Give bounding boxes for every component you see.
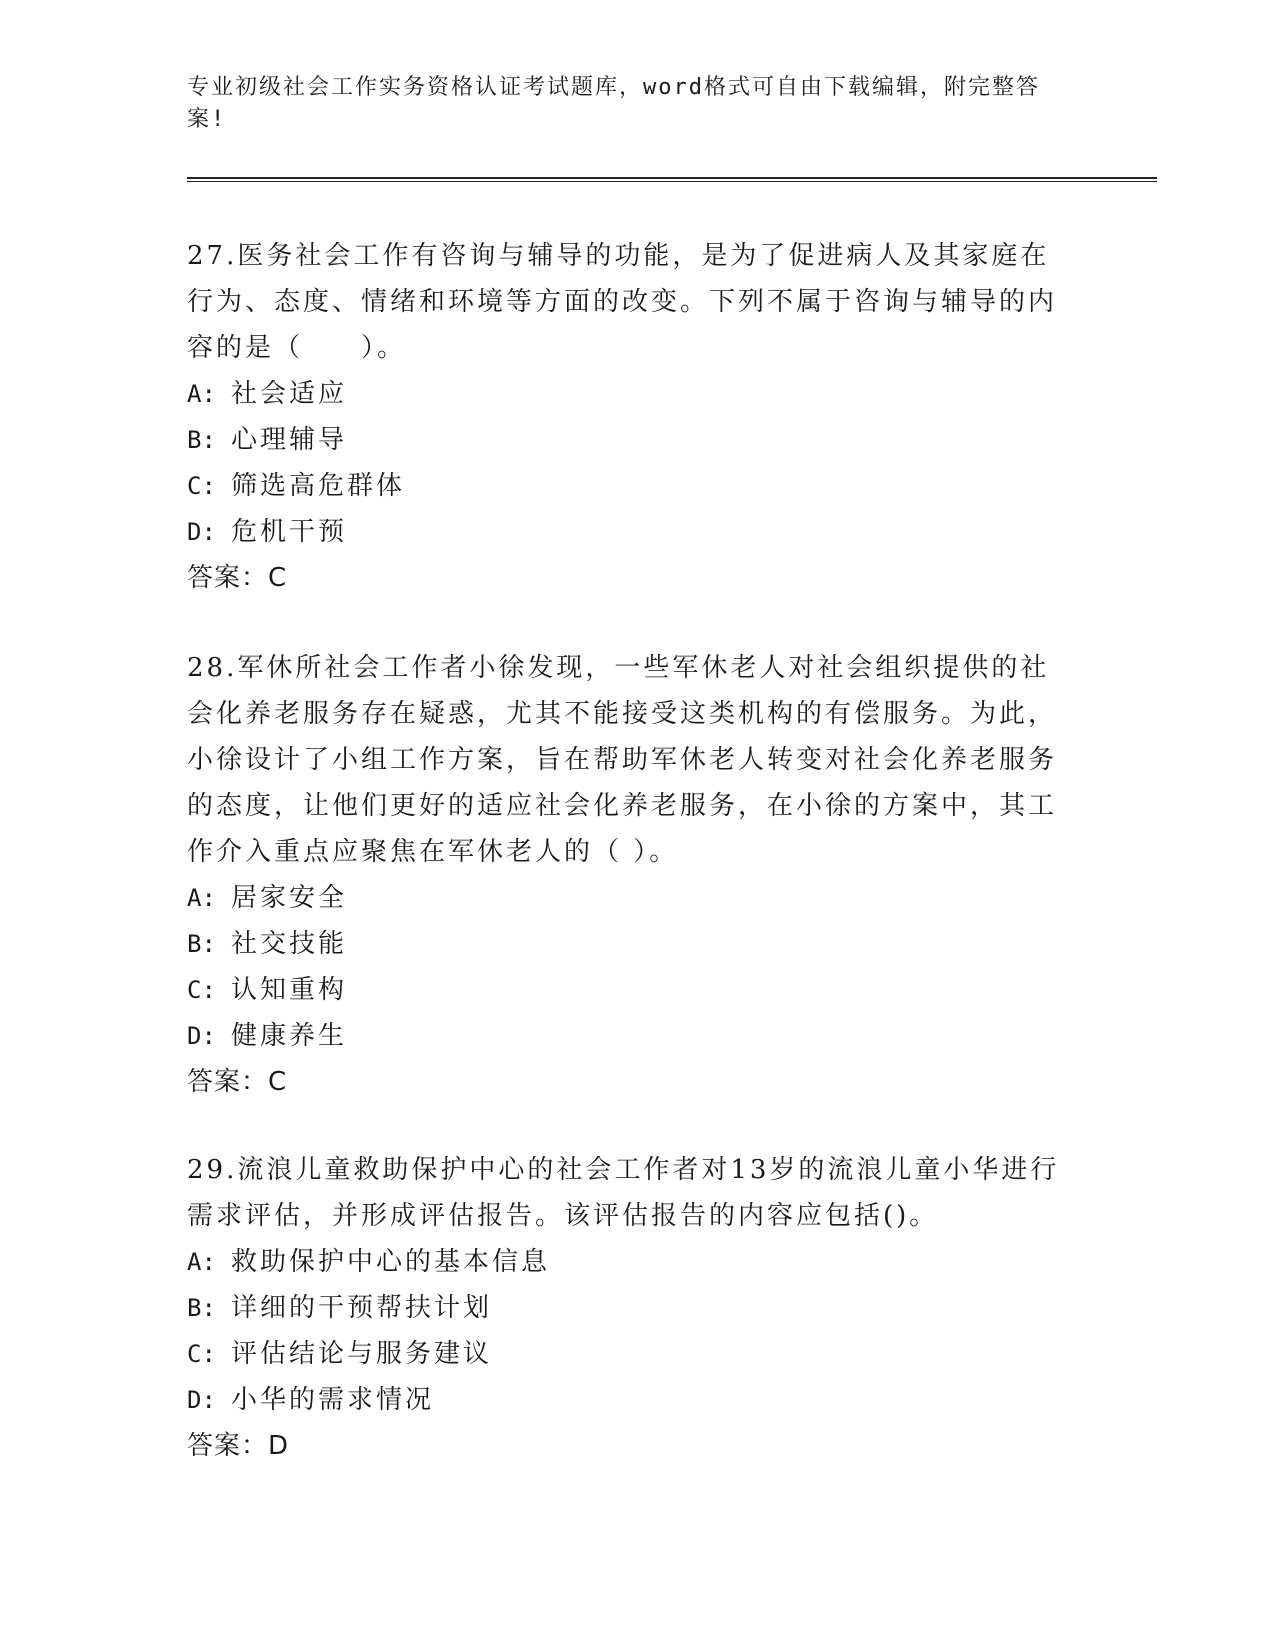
option-text: 评估结论与服务建议 bbox=[231, 1339, 493, 1369]
question-stem: 28.军休所社会工作者小徐发现，一些军休老人对社会组织提供的社会化养老服务存在疑惑，尤其不能接受这类机构的有偿服务。为此，小徐设计了小组工作方案，旨在帮助军休老人转变对社会化养老服务的态度，让他们更好的适应社会化养老服务，在小徐的方案中，其工作介入重点应聚焦在军休老人的（ ）。 bbox=[187, 653, 1058, 867]
answer-value: C bbox=[268, 563, 288, 593]
option-letter: D: bbox=[187, 518, 216, 546]
option-text: 社交技能 bbox=[231, 929, 348, 959]
header-divider bbox=[187, 177, 1157, 182]
option-letter: B: bbox=[187, 1294, 216, 1322]
answer-value: D bbox=[268, 1431, 290, 1461]
option-letter: A: bbox=[187, 884, 216, 912]
option-letter: A: bbox=[187, 1248, 216, 1276]
option-text: 小华的需求情况 bbox=[231, 1385, 435, 1415]
answer-label: 答案： bbox=[187, 1431, 269, 1461]
option-d bbox=[187, 509, 1067, 555]
option-b bbox=[187, 417, 1067, 463]
answer-line bbox=[187, 1423, 1067, 1469]
option-letter: B: bbox=[187, 426, 216, 454]
option-text: 危机干预 bbox=[231, 517, 348, 547]
page-header-title: 专业初级社会工作实务资格认证考试题库，word格式可自由下载编辑，附完整答案! bbox=[187, 75, 1040, 132]
answer-line bbox=[187, 1059, 1067, 1105]
answer-line bbox=[187, 555, 1067, 601]
option-letter: B: bbox=[187, 930, 216, 958]
answer-value: C bbox=[268, 1067, 288, 1097]
option-text: 认知重构 bbox=[231, 975, 348, 1005]
option-b bbox=[187, 1285, 1067, 1331]
option-c bbox=[187, 463, 1067, 509]
option-a bbox=[187, 875, 1067, 921]
option-text: 心理辅导 bbox=[231, 425, 348, 455]
option-a bbox=[187, 1239, 1067, 1285]
option-c bbox=[187, 1331, 1067, 1377]
option-text: 详细的干预帮扶计划 bbox=[231, 1293, 493, 1323]
option-d bbox=[187, 1013, 1067, 1059]
answer-label: 答案： bbox=[187, 1067, 269, 1097]
option-text: 健康养生 bbox=[231, 1021, 348, 1051]
question-27 bbox=[187, 233, 1067, 601]
document-page bbox=[187, 0, 1157, 1650]
question-28 bbox=[187, 645, 1067, 1105]
option-letter: C: bbox=[187, 1340, 216, 1368]
option-d bbox=[187, 1377, 1067, 1423]
option-text: 筛选高危群体 bbox=[231, 471, 406, 501]
question-stem: 27.医务社会工作有咨询与辅导的功能，是为了促进病人及其家庭在行为、态度、情绪和环境等方面的改变。下列不属于咨询与辅导的内容的是（ ）。 bbox=[187, 241, 1058, 363]
option-text: 居家安全 bbox=[231, 883, 348, 913]
answer-label: 答案： bbox=[187, 563, 269, 593]
question-29 bbox=[187, 1147, 1067, 1469]
option-letter: D: bbox=[187, 1022, 216, 1050]
option-b bbox=[187, 921, 1067, 967]
option-text: 救助保护中心的基本信息 bbox=[231, 1247, 551, 1277]
option-text: 社会适应 bbox=[231, 379, 348, 409]
option-letter: A: bbox=[187, 380, 216, 408]
option-c bbox=[187, 967, 1067, 1013]
option-letter: D: bbox=[187, 1386, 216, 1414]
option-letter: C: bbox=[187, 472, 216, 500]
option-a bbox=[187, 371, 1067, 417]
option-letter: C: bbox=[187, 976, 216, 1004]
question-stem: 29.流浪儿童救助保护中心的社会工作者对13岁的流浪儿童小华进行需求评估，并形成评估报告。该评估报告的内容应包括()。 bbox=[187, 1155, 1060, 1231]
